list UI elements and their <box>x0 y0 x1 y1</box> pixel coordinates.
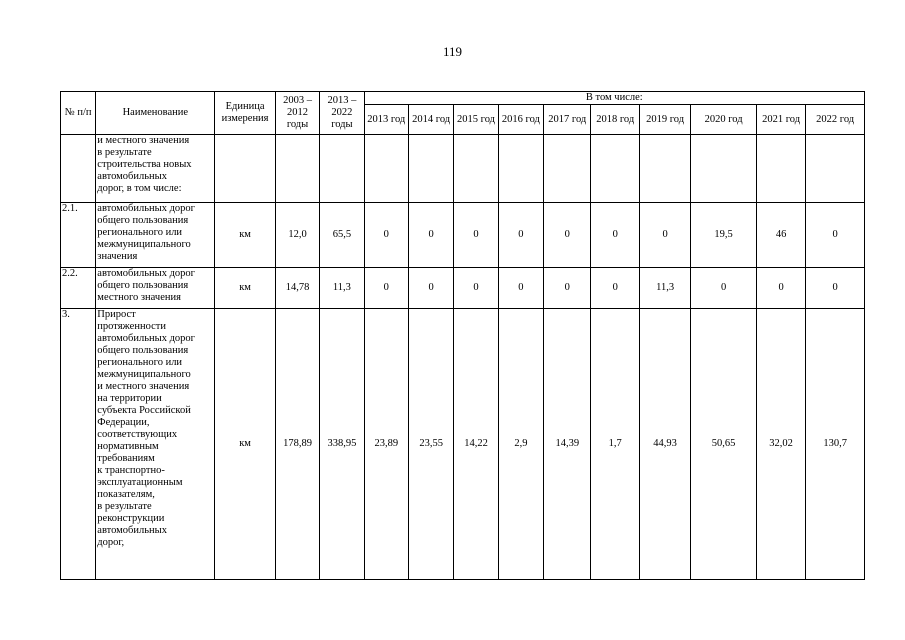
row-number: 2.2. <box>61 268 96 309</box>
header-year-2019: 2019 год <box>639 105 690 135</box>
cell-2017: 14,39 <box>544 309 591 580</box>
row-name: и местного значения в результате строительства новых автомобильных дорог, в том числе: <box>96 135 215 203</box>
table-row <box>61 309 865 580</box>
row-number <box>61 135 96 203</box>
header-unit: Единица измерения <box>215 92 276 135</box>
cell-2020 <box>691 135 757 203</box>
cell-2014: 0 <box>408 268 453 309</box>
cell-2017 <box>544 135 591 203</box>
cell-2014: 23,55 <box>408 309 453 580</box>
cell-2013: 0 <box>364 203 408 268</box>
cell-2013-2022: 11,3 <box>320 268 364 309</box>
cell-2022: 0 <box>806 203 865 268</box>
page-number: 119 <box>442 44 463 59</box>
cell-2018: 0 <box>591 268 639 309</box>
table-header <box>61 92 865 135</box>
cell-2016: 0 <box>498 268 543 309</box>
cell-2021: 32,02 <box>756 309 805 580</box>
cell-2016 <box>498 135 543 203</box>
cell-2016: 0 <box>498 203 543 268</box>
cell-2015: 0 <box>454 268 498 309</box>
header-year-2018: 2018 год <box>591 105 639 135</box>
cell-2021: 46 <box>756 203 805 268</box>
data-table <box>60 91 865 580</box>
cell-2022: 0 <box>806 268 865 309</box>
row-name: автомобильных дорог общего пользования местного значения <box>96 268 215 309</box>
row-number: 2.1. <box>61 203 96 268</box>
cell-2020: 50,65 <box>691 309 757 580</box>
cell-2017: 0 <box>544 203 591 268</box>
cell-2018 <box>591 135 639 203</box>
cell-2018: 0 <box>591 203 639 268</box>
row-number: 3. <box>61 309 96 580</box>
row-name: автомобильных дорог общего пользования регионального или межмуниципального значения <box>96 203 215 268</box>
cell-2015 <box>454 135 498 203</box>
header-year-2014: 2014 год <box>408 105 453 135</box>
header-year-2015: 2015 год <box>454 105 498 135</box>
cell-2015: 0 <box>454 203 498 268</box>
cell-2015: 14,22 <box>454 309 498 580</box>
cell-2022 <box>806 135 865 203</box>
cell-2019 <box>639 135 690 203</box>
cell-2013-2022: 65,5 <box>320 203 364 268</box>
cell-2019: 0 <box>639 203 690 268</box>
cell-2013-2022: 338,95 <box>320 309 364 580</box>
cell-2003-2012: 178,89 <box>275 309 319 580</box>
row-unit <box>215 135 276 203</box>
cell-2003-2012: 12,0 <box>275 203 319 268</box>
cell-2021 <box>756 135 805 203</box>
header-2003-2012: 2003 – 2012 годы <box>275 92 319 135</box>
table-row <box>61 268 865 309</box>
cell-2021: 0 <box>756 268 805 309</box>
cell-2013 <box>364 135 408 203</box>
cell-2003-2012: 14,78 <box>275 268 319 309</box>
cell-2017: 0 <box>544 268 591 309</box>
cell-2003-2012 <box>275 135 319 203</box>
header-year-2020: 2020 год <box>691 105 757 135</box>
table-row <box>61 135 865 203</box>
header-year-2013: 2013 год <box>364 105 408 135</box>
header-in-total: В том числе: <box>364 92 864 105</box>
table-row <box>61 203 865 268</box>
row-unit: км <box>215 268 276 309</box>
row-unit: км <box>215 309 276 580</box>
header-year-2017: 2017 год <box>544 105 591 135</box>
cell-2019: 44,93 <box>639 309 690 580</box>
cell-2016: 2,9 <box>498 309 543 580</box>
header-no: № п/п <box>61 92 96 135</box>
row-name: Прирост протяженности автомобильных дорог общего пользования регионального или межмуниципального и местного значения на территории субъекта Российской Федерации, соответствующих нормативным требованиям к транспортно- эксплуатационным показателям, в результате реконструкции автомобильных дорог, <box>96 309 215 580</box>
cell-2014 <box>408 135 453 203</box>
cell-2013: 23,89 <box>364 309 408 580</box>
header-year-2022: 2022 год <box>806 105 865 135</box>
header-2013-2022: 2013 – 2022 годы <box>320 92 364 135</box>
header-name: Наименование <box>96 92 215 135</box>
cell-2018: 1,7 <box>591 309 639 580</box>
cell-2020: 19,5 <box>691 203 757 268</box>
cell-2019: 11,3 <box>639 268 690 309</box>
header-year-2016: 2016 год <box>498 105 543 135</box>
header-year-2021: 2021 год <box>756 105 805 135</box>
cell-2013-2022 <box>320 135 364 203</box>
cell-2022: 130,7 <box>806 309 865 580</box>
cell-2014: 0 <box>408 203 453 268</box>
cell-2020: 0 <box>691 268 757 309</box>
cell-2013: 0 <box>364 268 408 309</box>
row-unit: км <box>215 203 276 268</box>
